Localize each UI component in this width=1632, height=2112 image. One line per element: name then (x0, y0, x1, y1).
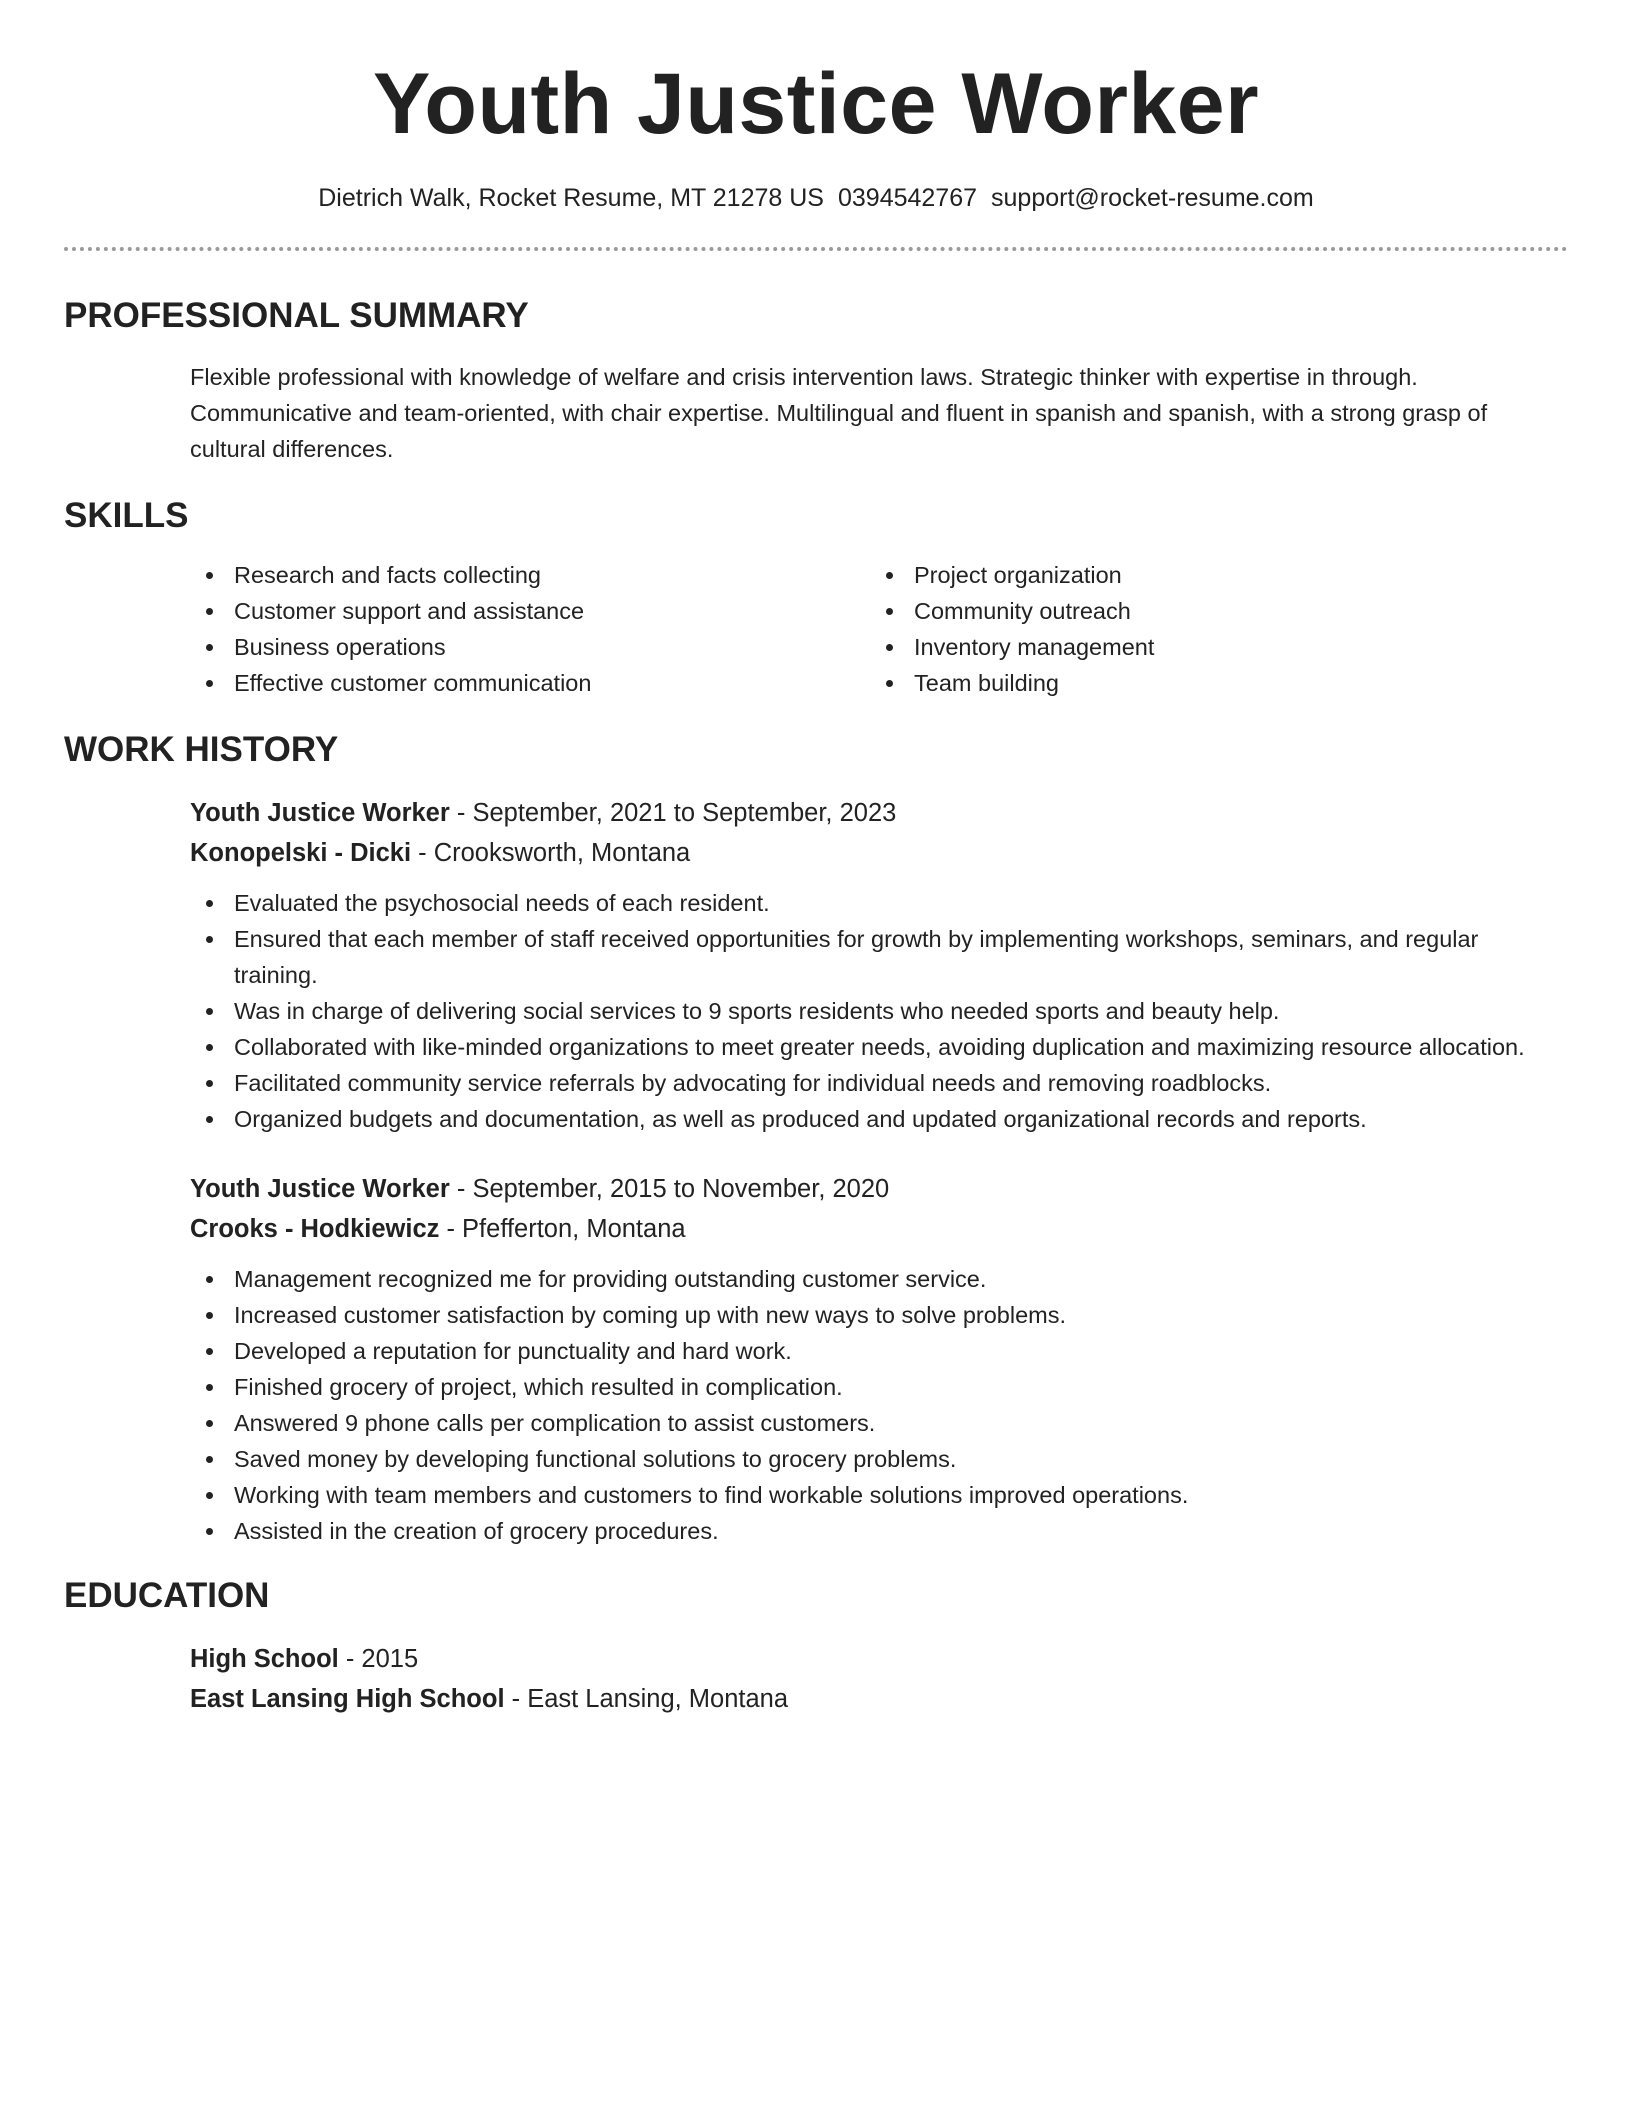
skills-column-right (870, 557, 1550, 701)
job-duty-item: Evaluated the psychosocial needs of each resident. (190, 885, 1568, 921)
work-history-section-title: WORK HISTORY (64, 730, 339, 769)
education-year: - 2015 (338, 1645, 419, 1673)
job-duty-item: Ensured that each member of staff received opportunities for growth by implementing workshops, seminars, and regular training. (190, 921, 1568, 993)
job-duty-item: Saved money by developing functional solutions to grocery problems. (190, 1441, 1568, 1477)
skill-item: Business operations (190, 629, 870, 665)
job-duty-item: Collaborated with like-minded organizations to meet greater needs, avoiding duplication and maximizing resource allocation. (190, 1029, 1568, 1065)
resume-page (64, 0, 1568, 1719)
skill-item: Customer support and assistance (190, 593, 870, 629)
skills-section-title: SKILLS (64, 496, 189, 535)
education-degree: High School (190, 1645, 339, 1673)
job-company-line (190, 1209, 1568, 1249)
job-duty-item: Was in charge of delivering social services to 9 sports residents who needed sports and beauty help. (190, 993, 1568, 1029)
education-school: East Lansing High School (190, 1685, 505, 1713)
job-duty-item: Organized budgets and documentation, as well as produced and updated organizational records and reports. (190, 1101, 1568, 1137)
job-company: Crooks - Hodkiewicz (190, 1215, 440, 1243)
job-entry (190, 793, 1568, 1137)
job-entry (190, 1169, 1568, 1549)
job-duty-item: Answered 9 phone calls per complication to assist customers. (190, 1405, 1568, 1441)
skill-item: Team building (870, 665, 1550, 701)
skill-item: Research and facts collecting (190, 557, 870, 593)
job-company: Konopelski - Dicki (190, 839, 412, 867)
contact-address: Dietrich Walk, Rocket Resume, MT 21278 US (318, 184, 824, 212)
job-duty-item: Developed a reputation for punctuality and hard work. (190, 1333, 1568, 1369)
job-position: Youth Justice Worker (190, 1175, 450, 1203)
job-duties-list (190, 885, 1568, 1137)
job-company-line (190, 833, 1568, 873)
job-dates: - September, 2015 to November, 2020 (449, 1175, 890, 1203)
job-title-line (190, 793, 1568, 833)
job-position: Youth Justice Worker (190, 799, 450, 827)
contact-email: support@rocket-resume.com (991, 184, 1314, 212)
education-entry (190, 1639, 1568, 1719)
education-section-title: EDUCATION (64, 1576, 270, 1615)
education-school-line (190, 1679, 1568, 1719)
contact-line (64, 182, 1568, 214)
job-title-line (190, 1169, 1568, 1209)
job-duty-item: Working with team members and customers to find workable solutions improved operations. (190, 1477, 1568, 1513)
contact-phone: 0394542767 (837, 184, 978, 212)
skills-column-left (190, 557, 870, 701)
education-degree-line (190, 1639, 1568, 1679)
job-duty-item: Facilitated community service referrals by advocating for individual needs and removing roadblocks. (190, 1065, 1568, 1101)
job-location: - Pfefferton, Montana (439, 1215, 686, 1243)
job-duty-item: Management recognized me for providing outstanding customer service. (190, 1261, 1568, 1297)
skill-item: Effective customer communication (190, 665, 870, 701)
job-dates: - September, 2021 to September, 2023 (449, 799, 897, 827)
skills-list (190, 557, 1568, 701)
education-location: - East Lansing, Montana (504, 1685, 789, 1713)
resume-name-heading: Youth Justice Worker (372, 56, 1260, 152)
job-duty-item: Assisted in the creation of grocery procedures. (190, 1513, 1568, 1549)
skill-item: Project organization (870, 557, 1550, 593)
job-duty-item: Finished grocery of project, which resulted in complication. (190, 1369, 1568, 1405)
job-location: - Crooksworth, Montana (411, 839, 691, 867)
job-duty-item: Increased customer satisfaction by coming up with new ways to solve problems. (190, 1297, 1568, 1333)
summary-text: Flexible professional with knowledge of welfare and crisis intervention laws. Strategic thinker with expertise in through. Communicative and team-oriented, with chair expertise. Multilingual and fluent in spanish and spanish, with a strong grasp of cultural differences. (190, 364, 1488, 462)
summary-section-title: PROFESSIONAL SUMMARY (64, 296, 529, 335)
job-duties-list (190, 1261, 1568, 1549)
skill-item: Community outreach (870, 593, 1550, 629)
header-divider (64, 247, 1568, 251)
skill-item: Inventory management (870, 629, 1550, 665)
